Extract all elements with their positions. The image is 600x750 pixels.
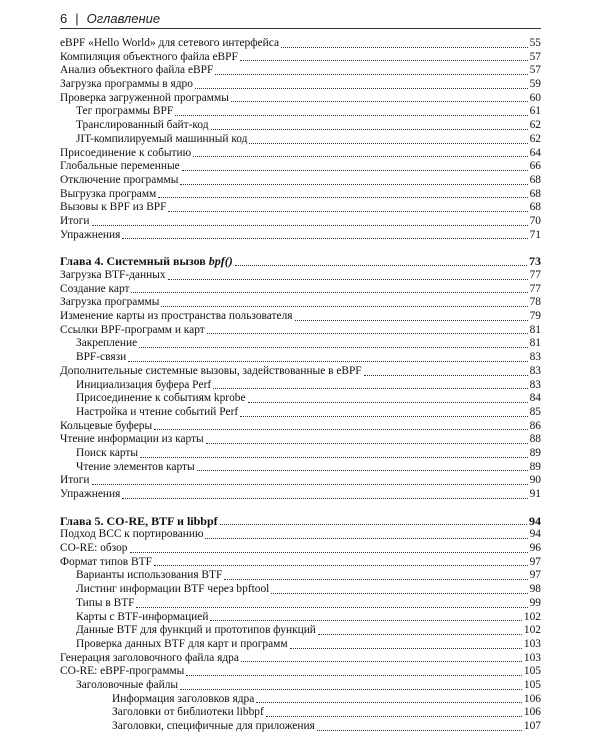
toc-leader bbox=[206, 442, 528, 444]
toc-entry-page: 84 bbox=[529, 392, 541, 405]
toc-leader bbox=[318, 633, 522, 635]
toc-entry-title: Компиляция объектного файла eBPF bbox=[60, 50, 238, 63]
toc-entry-title: Карты с BTF-информацией bbox=[76, 610, 209, 623]
toc-entry-title: Подход BCC к портированию bbox=[60, 528, 204, 541]
toc-gap bbox=[60, 502, 541, 515]
toc-entry[interactable] bbox=[60, 105, 541, 119]
toc-entry[interactable] bbox=[60, 269, 541, 283]
toc-entry-title: Итоги bbox=[60, 214, 90, 227]
toc-entry-page: 68 bbox=[529, 173, 541, 186]
toc-entry-title: Загрузка программы bbox=[60, 296, 160, 309]
toc-leader bbox=[210, 619, 521, 621]
toc-leader bbox=[295, 319, 528, 321]
toc-entry-page: 107 bbox=[523, 720, 541, 732]
toc-gap bbox=[60, 242, 541, 255]
toc-entry-page: 97 bbox=[529, 555, 541, 568]
toc-entry-page: 62 bbox=[529, 132, 541, 145]
toc-leader bbox=[92, 224, 528, 226]
toc-entry-title: Заголовочные файлы bbox=[76, 678, 179, 691]
toc-leader bbox=[175, 114, 527, 116]
toc-group-chapter5 bbox=[60, 528, 541, 733]
toc-entry-title: Итоги bbox=[60, 474, 90, 487]
toc-entry-title: Загрузка программы в ядро bbox=[60, 78, 193, 91]
toc-leader bbox=[186, 674, 522, 676]
toc-entry-title: Ссылки BPF-программ и карт bbox=[60, 323, 205, 336]
toc-entry-title: Закрепление bbox=[76, 337, 138, 350]
toc-entry-page: 86 bbox=[529, 419, 541, 432]
toc-entry[interactable] bbox=[60, 392, 541, 406]
toc-leader bbox=[213, 387, 527, 389]
toc-entry-page: 62 bbox=[529, 119, 541, 132]
toc-entry-title: Чтение элементов карты bbox=[76, 460, 195, 473]
toc-group-chapter4 bbox=[60, 269, 541, 502]
toc-leader bbox=[224, 578, 527, 580]
toc-entry[interactable] bbox=[60, 51, 541, 65]
toc-leader bbox=[256, 701, 522, 703]
toc-leader bbox=[154, 428, 528, 430]
toc-leader bbox=[130, 551, 528, 553]
toc-entry[interactable] bbox=[60, 693, 541, 707]
toc-entry-title: Загрузка BTF-данных bbox=[60, 269, 166, 281]
toc-leader bbox=[195, 87, 528, 89]
toc-entry-title: Проверка загруженной программы bbox=[60, 91, 229, 104]
toc-entry-page: 61 bbox=[529, 105, 541, 118]
running-title: Оглавление bbox=[86, 10, 161, 26]
toc-entry[interactable] bbox=[60, 310, 541, 324]
toc-leader bbox=[180, 688, 522, 690]
toc-entry-title: Настройка и чтение событий Perf bbox=[76, 405, 239, 418]
toc-entry[interactable] bbox=[60, 337, 541, 351]
toc-leader bbox=[168, 278, 528, 280]
toc-entry[interactable] bbox=[60, 119, 541, 133]
toc-leader bbox=[215, 73, 527, 75]
toc-entry[interactable] bbox=[60, 433, 541, 447]
toc-entry-page: 102 bbox=[523, 624, 541, 637]
toc-leader bbox=[240, 59, 528, 61]
toc-entry[interactable] bbox=[60, 379, 541, 393]
toc-entry-title: Заголовки, специфичные для приложения bbox=[112, 720, 315, 732]
toc-entry-page: 77 bbox=[529, 269, 541, 281]
toc-entry-title: Варианты использования BTF bbox=[76, 569, 223, 582]
toc-leader bbox=[205, 537, 527, 539]
toc-chapter-5[interactable] bbox=[60, 515, 541, 529]
toc-entry-page: 89 bbox=[529, 460, 541, 473]
toc-leader bbox=[122, 237, 527, 239]
toc-entry-page: 68 bbox=[529, 201, 541, 214]
toc-entry[interactable] bbox=[60, 542, 541, 556]
toc-entry-title: Дополнительные системные вызовы, задействованные в eBPF bbox=[60, 364, 362, 377]
toc-chapter-4[interactable] bbox=[60, 255, 541, 269]
toc-entry-title: Упражнения bbox=[60, 488, 121, 500]
toc-entry-page: 77 bbox=[529, 282, 541, 295]
toc-leader bbox=[158, 196, 527, 198]
toc-entry-title: Вызовы к BPF из BPF bbox=[60, 201, 167, 214]
toc-entry-title: Проверка данных BTF для карт и программ bbox=[76, 637, 288, 650]
toc-chapter-page: 94 bbox=[529, 514, 541, 528]
toc-entry-title: Генерация заголовочного файла ядра bbox=[60, 651, 239, 664]
toc-leader bbox=[92, 483, 528, 485]
header-separator: | bbox=[75, 10, 79, 26]
toc-entry[interactable] bbox=[60, 679, 541, 693]
toc-entry[interactable] bbox=[60, 665, 541, 679]
toc-entry-page: 57 bbox=[529, 64, 541, 77]
toc-entry[interactable] bbox=[60, 447, 541, 461]
toc-entry-title: Изменение карты из пространства пользователя bbox=[60, 310, 293, 323]
toc-entry[interactable] bbox=[60, 638, 541, 652]
toc-leader bbox=[154, 564, 528, 566]
toc-entry-title: Присоединение к событию bbox=[60, 146, 192, 159]
toc-leader bbox=[240, 415, 527, 417]
toc-leader bbox=[136, 606, 527, 608]
toc-leader bbox=[364, 374, 528, 376]
toc-entry-title: BPF-связи bbox=[76, 351, 127, 364]
toc-chapter-title: Глава 4. Системный вызов bpf() bbox=[60, 255, 233, 269]
toc-entry[interactable] bbox=[60, 296, 541, 310]
toc-entry-title: Инициализация буфера Perf bbox=[76, 378, 212, 391]
toc-entry-page: 71 bbox=[529, 228, 541, 241]
toc-leader bbox=[317, 729, 522, 731]
toc-entry-title: Анализ объектного файла eBPF bbox=[60, 64, 214, 77]
toc-entry-page: 57 bbox=[529, 50, 541, 63]
toc-group-chapter3 bbox=[60, 37, 541, 242]
toc-entry[interactable] bbox=[60, 597, 541, 611]
table-of-contents bbox=[60, 37, 541, 734]
toc-entry[interactable] bbox=[60, 201, 541, 215]
toc-leader bbox=[168, 210, 527, 212]
toc-entry-page: 66 bbox=[529, 160, 541, 173]
toc-entry-page: 91 bbox=[529, 488, 541, 500]
toc-entry-page: 68 bbox=[529, 187, 541, 200]
toc-entry[interactable] bbox=[60, 283, 541, 297]
toc-leader bbox=[248, 401, 528, 403]
toc-entry[interactable] bbox=[60, 406, 541, 420]
toc-entry-title: Типы в BTF bbox=[76, 596, 135, 609]
toc-entry-page: 103 bbox=[523, 637, 541, 650]
toc-leader bbox=[139, 346, 527, 348]
toc-entry-title: Поиск карты bbox=[76, 446, 139, 459]
toc-entry[interactable] bbox=[60, 215, 541, 229]
header-rule bbox=[60, 28, 541, 29]
toc-entry-page: 83 bbox=[529, 364, 541, 377]
toc-leader bbox=[211, 128, 528, 130]
toc-entry-page: 83 bbox=[529, 351, 541, 364]
toc-entry-title: Данные BTF для функций и прототипов функций bbox=[76, 624, 316, 637]
toc-entry[interactable] bbox=[60, 624, 541, 638]
toc-entry-page: 88 bbox=[529, 433, 541, 446]
toc-entry-page: 105 bbox=[523, 665, 541, 678]
toc-leader bbox=[290, 647, 522, 649]
toc-entry-page: 96 bbox=[529, 542, 541, 555]
toc-leader bbox=[131, 291, 527, 293]
toc-leader bbox=[235, 264, 527, 266]
toc-entry[interactable] bbox=[60, 78, 541, 92]
toc-entry-title: CO-RE: eBPF-программы bbox=[60, 665, 185, 678]
toc-entry-page: 85 bbox=[529, 405, 541, 418]
toc-leader bbox=[207, 332, 528, 334]
toc-entry-title: Листинг информации BTF через bpftool bbox=[76, 583, 270, 596]
toc-entry-page: 81 bbox=[529, 337, 541, 350]
toc-entry[interactable] bbox=[60, 365, 541, 379]
toc-entry-title: Чтение информации из карты bbox=[60, 433, 204, 446]
toc-entry-page: 89 bbox=[529, 446, 541, 459]
toc-entry-page: 105 bbox=[523, 678, 541, 691]
toc-entry-page: 64 bbox=[529, 146, 541, 159]
toc-entry-page: 106 bbox=[523, 706, 541, 719]
toc-leader bbox=[193, 155, 527, 157]
toc-entry[interactable] bbox=[60, 351, 541, 365]
toc-entry[interactable] bbox=[60, 706, 541, 720]
toc-entry-title: eBPF «Hello World» для сетевого интерфейса bbox=[60, 37, 280, 49]
toc-entry-title: CO-RE: обзор bbox=[60, 542, 128, 555]
toc-entry-page: 78 bbox=[529, 296, 541, 309]
toc-entry-page: 98 bbox=[529, 583, 541, 596]
toc-entry-page: 59 bbox=[529, 78, 541, 91]
toc-entry[interactable] bbox=[60, 528, 541, 542]
toc-leader bbox=[266, 715, 522, 717]
toc-entry[interactable] bbox=[60, 720, 541, 734]
toc-leader bbox=[128, 360, 527, 362]
toc-entry-page: 103 bbox=[523, 651, 541, 664]
toc-entry[interactable] bbox=[60, 652, 541, 666]
toc-entry[interactable] bbox=[60, 583, 541, 597]
toc-entry-title: Выгрузка программ bbox=[60, 187, 157, 200]
toc-entry-page: 83 bbox=[529, 378, 541, 391]
toc-chapter-page: 73 bbox=[529, 255, 541, 269]
toc-leader bbox=[122, 497, 527, 499]
toc-entry-title: Заголовки от библиотеки libbpf bbox=[112, 706, 264, 719]
toc-entry[interactable] bbox=[60, 474, 541, 488]
toc-entry-title: JIT-компилируемый машинный код bbox=[76, 132, 248, 145]
toc-leader bbox=[271, 592, 527, 594]
toc-entry-title: Отключение программы bbox=[60, 173, 179, 186]
toc-entry-title: Глобальные переменные bbox=[60, 160, 180, 173]
page-number: 6 bbox=[60, 10, 68, 26]
toc-leader bbox=[140, 456, 528, 458]
toc-leader bbox=[180, 183, 527, 185]
toc-entry-title: Транслированный байт-код bbox=[76, 119, 209, 132]
toc-entry-title: Присоединение к событиям kprobe bbox=[76, 392, 246, 405]
toc-leader bbox=[249, 142, 527, 144]
toc-entry-title: Кольцевые буферы bbox=[60, 419, 153, 432]
toc-entry-page: 81 bbox=[529, 323, 541, 336]
toc-entry[interactable] bbox=[60, 611, 541, 625]
toc-entry-page: 79 bbox=[529, 310, 541, 323]
toc-leader bbox=[241, 660, 522, 662]
toc-entry[interactable] bbox=[60, 569, 541, 583]
toc-entry-title: Создание карт bbox=[60, 282, 130, 295]
toc-entry-page: 70 bbox=[529, 214, 541, 227]
toc-entry-page: 90 bbox=[529, 474, 541, 487]
toc-entry-title: Информация заголовков ядра bbox=[112, 692, 255, 705]
toc-leader bbox=[220, 523, 527, 525]
toc-leader bbox=[161, 305, 527, 307]
toc-entry[interactable] bbox=[60, 229, 541, 243]
toc-entry[interactable] bbox=[60, 461, 541, 475]
toc-entry[interactable] bbox=[60, 188, 541, 202]
toc-entry[interactable] bbox=[60, 420, 541, 434]
toc-entry[interactable] bbox=[60, 324, 541, 338]
toc-entry-page: 97 bbox=[529, 569, 541, 582]
toc-entry-page: 102 bbox=[523, 610, 541, 623]
toc-entry[interactable] bbox=[60, 147, 541, 161]
toc-entry[interactable] bbox=[60, 488, 541, 502]
toc-leader bbox=[281, 46, 528, 48]
toc-entry-page: 106 bbox=[523, 692, 541, 705]
toc-entry-title: Тег программы BPF bbox=[76, 105, 174, 118]
toc-entry-page: 55 bbox=[529, 37, 541, 49]
toc-entry-page: 99 bbox=[529, 596, 541, 609]
toc-entry[interactable] bbox=[60, 92, 541, 106]
toc-leader bbox=[182, 169, 528, 171]
toc-entry[interactable] bbox=[60, 37, 541, 51]
toc-leader bbox=[197, 469, 528, 471]
toc-leader bbox=[231, 100, 528, 102]
toc-chapter-title: Глава 5. CO-RE, BTF и libbpf bbox=[60, 514, 218, 528]
toc-entry[interactable] bbox=[60, 133, 541, 147]
toc-entry-title: Формат типов BTF bbox=[60, 555, 152, 568]
toc-entry[interactable] bbox=[60, 174, 541, 188]
toc-entry-page: 60 bbox=[529, 91, 541, 104]
toc-entry[interactable] bbox=[60, 556, 541, 570]
toc-entry[interactable] bbox=[60, 160, 541, 174]
toc-entry-title: Упражнения bbox=[60, 228, 121, 241]
page-header bbox=[60, 8, 540, 28]
toc-entry-page: 94 bbox=[529, 528, 541, 541]
toc-entry[interactable] bbox=[60, 64, 541, 78]
